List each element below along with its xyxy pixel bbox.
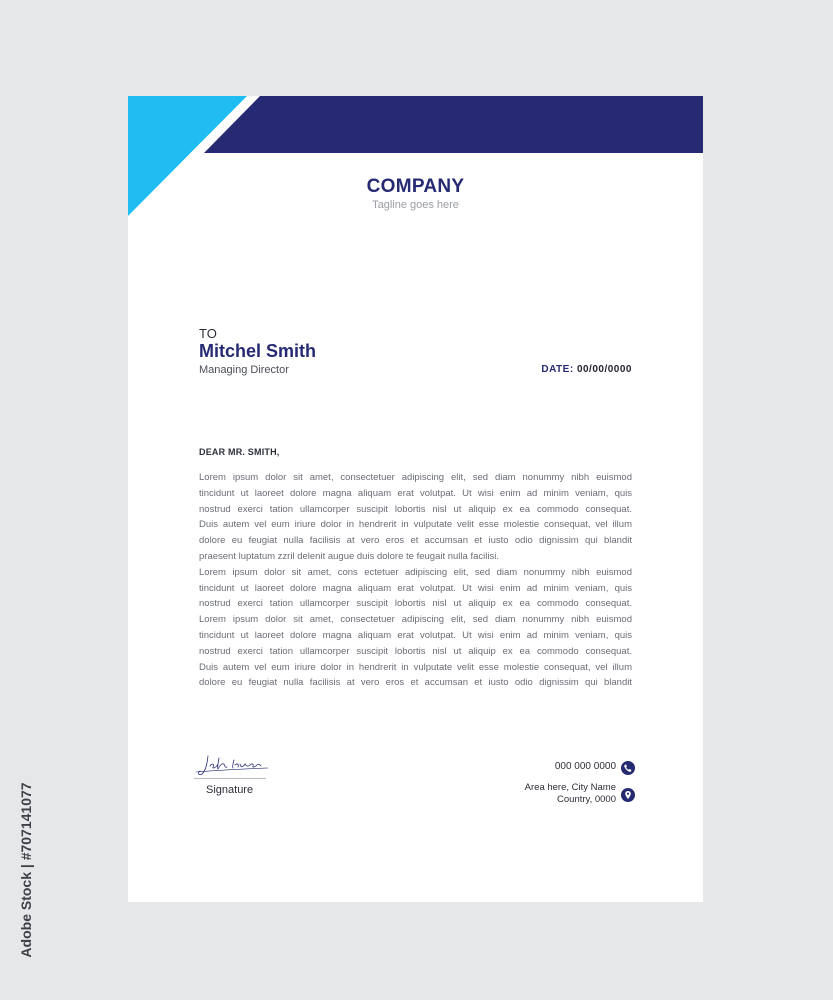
contact-phone: 000 000 0000 (554, 761, 616, 772)
letterhead-page (128, 96, 703, 902)
signature-label: Signature (206, 784, 254, 796)
header-cyan-triangle (128, 96, 247, 216)
company-name: COMPANY (366, 176, 465, 197)
location-pin-icon (621, 788, 635, 802)
body-line: Duis autem vel eum iriure dolor in hendrerit in vulputate velit esse molestie consequat, vel illum (199, 519, 632, 531)
body-line: Lorem ipsum dolor sit amet, cons ectetuer adipiscing elit, sed diam nonummy nibh euismod (199, 566, 632, 578)
body-line: praesent luptatum zzril delenit augue duis dolore te feugait nulla facilisi. (199, 550, 499, 562)
to-label: TO (199, 326, 217, 341)
letter-body (199, 470, 632, 691)
stock-watermark-id (14, 740, 38, 1000)
address-line-1: Area here, City Name (524, 782, 616, 793)
body-line: Lorem ipsum dolor sit amet, consectetuer adipiscing elit, sed diam nonummy nibh euismod (199, 472, 632, 483)
body-line: nostrud exerci tation ullamcorper suscipit lobortis nisl ut aliquip ex ea commodo consequat. (199, 598, 632, 610)
stock-id-text: Adobe Stock | #707141077 (18, 782, 34, 958)
recipient-title: Managing Director (199, 364, 289, 376)
address-line-2: Country, 0000 (557, 794, 616, 805)
handwritten-signature (194, 752, 274, 778)
body-line: dolore eu feugiat nulla facilisis at vero eros et accumsan et iusto odio dignissim qui blandit (199, 535, 632, 547)
contact-address (525, 782, 616, 806)
body-line: tincidunt ut laoreet dolore magna aliquam erat volutpat. Ut wisi enim ad minim veniam, quis (199, 629, 632, 641)
recipient-name: Mitchel Smith (199, 341, 317, 361)
body-line: nostrud exerci tation ullamcorper suscipit lobortis nisl ut aliquip ex ea commodo consequat. (199, 503, 632, 515)
body-line: Duis autem vel eum iriure dolor in hendrerit in vulputate velit esse molestie consequat, vel illum (199, 661, 632, 673)
phone-icon (621, 761, 635, 775)
date-label: DATE: (541, 364, 574, 375)
body-line: tincidunt ut laoreet dolore magna aliquam erat volutpat. Ut wisi enim ad minim veniam, quis (199, 487, 632, 499)
company-tagline: Tagline goes here (372, 199, 459, 211)
date-value: 00/00/0000 (576, 364, 632, 375)
body-line: tincidunt ut laoreet dolore magna aliquam erat volutpat. Ut wisi enim ad minim veniam, quis (199, 582, 632, 594)
salutation: DEAR MR. SMITH, (199, 447, 280, 457)
body-line: Lorem ipsum dolor sit amet, consectetuer adipiscing elit, sed diam nonummy nibh euismod (199, 614, 632, 626)
body-line: dolore eu feugiat nulla facilisis at vero eros et accumsan et iusto odio dignissim qui blandit (199, 677, 632, 689)
body-line: nostrud exerci tation ullamcorper suscipit lobortis nisl ut aliquip ex ea commodo consequat. (199, 645, 632, 657)
date-line (541, 364, 632, 375)
header-navy-band (204, 96, 703, 153)
signature-line (194, 778, 266, 779)
